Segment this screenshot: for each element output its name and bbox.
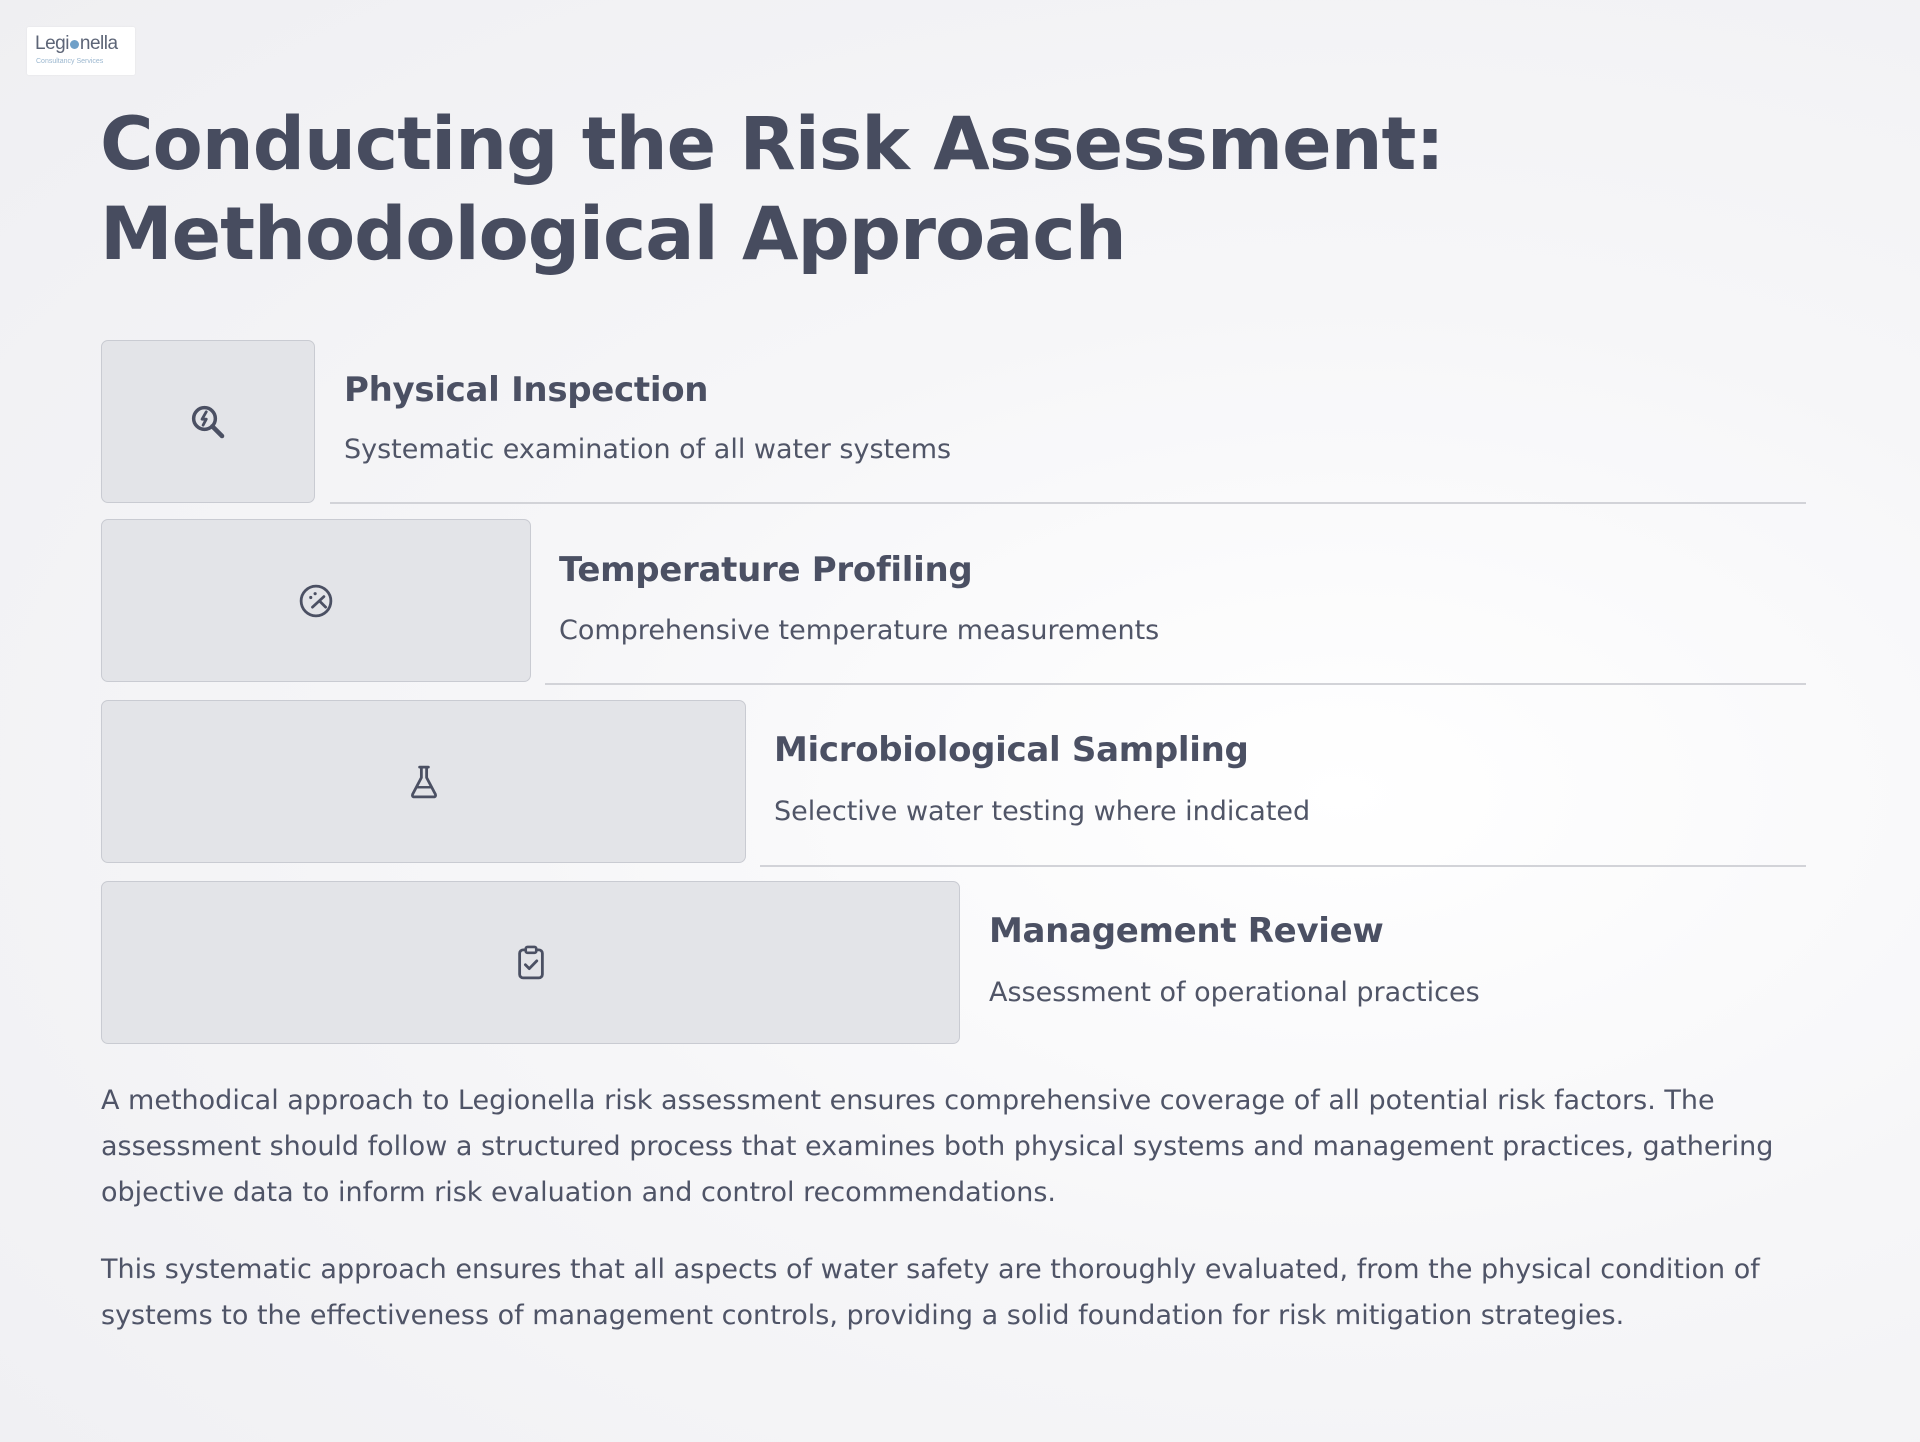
step-divider [545, 683, 1806, 685]
step-title-physical-inspection: Physical Inspection [344, 370, 709, 410]
step-divider [760, 865, 1806, 867]
page-title: Conducting the Risk Assessment: Methodological Approach [100, 102, 1444, 277]
temperature-gauge-icon [295, 580, 337, 622]
step-title-microbiological-sampling: Microbiological Sampling [774, 730, 1249, 770]
step-divider [330, 502, 1806, 504]
body-paragraph: This systematic approach ensures that all aspects of water safety are thoroughly evaluated, from the physical condition of systems to the effectiveness of management controls, providing a solid foundation for risk mitigation strategies. [101, 1254, 1760, 1331]
search-inspection-icon [187, 401, 229, 443]
step-icon-box-management-review [101, 881, 960, 1044]
step-title-temperature-profiling: Temperature Profiling [559, 550, 973, 590]
step-icon-box-physical-inspection [101, 340, 315, 503]
step-description-management-review: Assessment of operational practices [989, 977, 1480, 1008]
step-icon-box-temperature-profiling [101, 519, 531, 682]
step-description-temperature-profiling: Comprehensive temperature measurements [559, 615, 1160, 646]
step-description-microbiological-sampling: Selective water testing where indicated [774, 796, 1311, 827]
flask-icon [403, 761, 445, 803]
body-paragraph: A methodical approach to Legionella risk assessment ensures comprehensive coverage of all potential risk factors. The assessment should follow a structured process that examines both physical systems and management practices, gathering objective data to inform risk evaluation and control recommendations. [101, 1085, 1774, 1208]
logo-name: Legi nella [35, 33, 118, 54]
company-logo [27, 27, 135, 75]
clipboard-check-icon [510, 942, 552, 984]
step-title-management-review: Management Review [989, 911, 1384, 951]
step-icon-box-microbiological-sampling [101, 700, 746, 863]
logo-subtitle: Consultancy Services [36, 58, 104, 65]
step-description-physical-inspection: Systematic examination of all water systems [344, 434, 952, 465]
